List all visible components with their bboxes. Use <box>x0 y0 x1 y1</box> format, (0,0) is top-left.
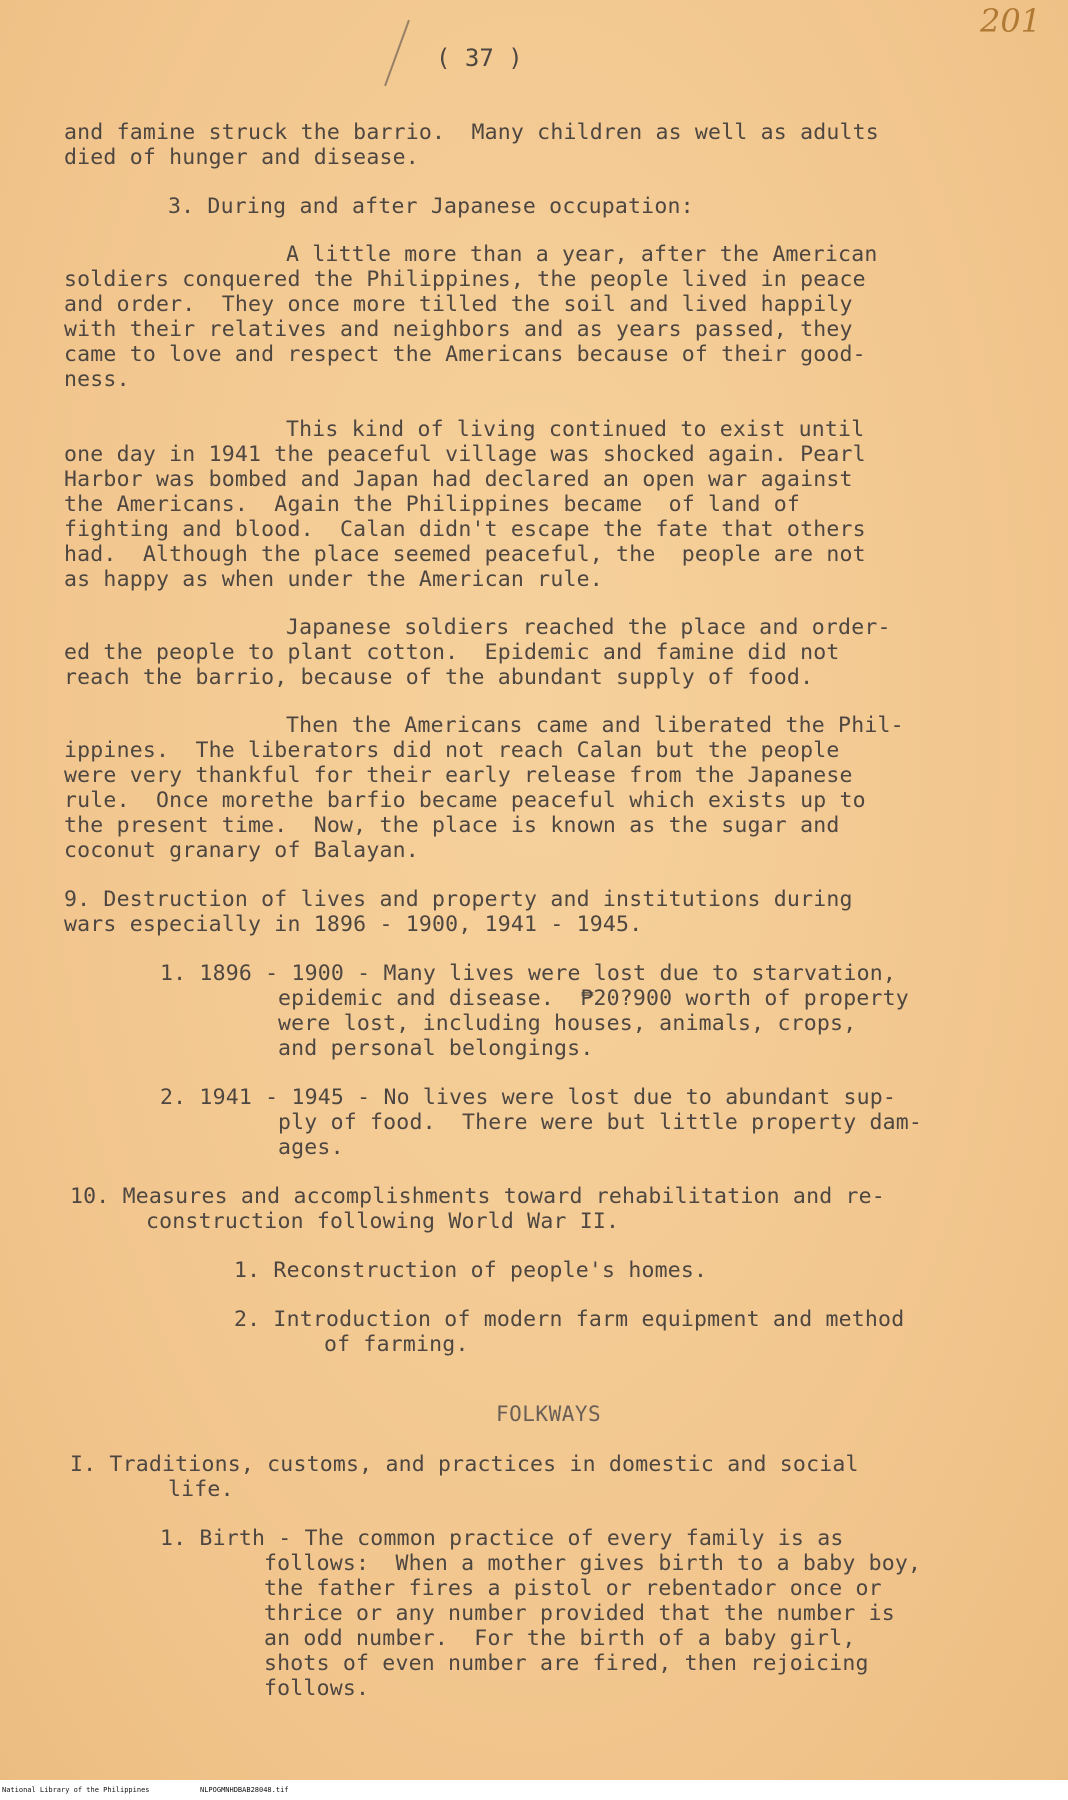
page-number: ( 37 ) <box>436 44 523 72</box>
text-line: epidemic and disease. ₱20?900 worth of property <box>278 986 909 1011</box>
text-line: and famine struck the barrio. Many children as well as adults <box>64 120 879 145</box>
text-line: rule. Once morethe barfio became peaceful which exists up to <box>64 788 866 813</box>
text-line: were very thankful for their early release from the Japanese <box>64 763 853 788</box>
text-line: reach the barrio, because of the abundant supply of food. <box>64 665 814 690</box>
handwritten-page-number: 201 <box>980 2 1042 40</box>
text-line: life. <box>168 1477 234 1502</box>
subsection-heading: 3. During and after Japanese occupation: <box>168 194 694 219</box>
text-line: Japanese soldiers reached the place and order- <box>286 615 891 640</box>
list-item: 2. 1941 - 1945 - No lives were lost due to abundant sup- <box>160 1085 897 1110</box>
text-line: shots of even number are fired, then rejoicing <box>264 1651 869 1676</box>
text-line: ed the people to plant cotton. Epidemic and famine did not <box>64 640 840 665</box>
text-line: fighting and blood. Calan didn't escape the fate that others <box>64 517 866 542</box>
text-line: came to love and respect the Americans because of their good- <box>64 342 866 367</box>
text-line: one day in 1941 the peaceful village was shocked again. Pearl <box>64 442 866 467</box>
list-item: 1. 1896 - 1900 - Many lives were lost due to starvation, <box>160 961 897 986</box>
text-line: follows: When a mother gives birth to a baby boy, <box>264 1551 922 1576</box>
text-line: ippines. The liberators did not reach Calan but the people <box>64 738 840 763</box>
text-line: ply of food. There were but little property dam- <box>278 1110 923 1135</box>
text-line: of farming. <box>324 1332 469 1357</box>
text-line: and order. They once more tilled the soil and lived happily <box>64 292 853 317</box>
section-item-9: 9. Destruction of lives and property and institutions during <box>64 887 853 912</box>
footer-file-id: NLPOGMNHDBAB28048.tif <box>200 1786 289 1794</box>
text-line: the present time. Now, the place is known as the sugar and <box>64 813 840 838</box>
list-item: 1. Reconstruction of people's homes. <box>234 1258 708 1283</box>
text-line: A little more than a year, after the American <box>286 242 878 267</box>
text-line: ages. <box>278 1135 344 1160</box>
pen-mark <box>384 20 410 86</box>
section-item-10: 10. Measures and accomplishments toward rehabilitation and re- <box>70 1184 885 1209</box>
text-line: the Americans. Again the Philippines became of land of <box>64 492 801 517</box>
list-item: 2. Introduction of modern farm equipment and method <box>234 1307 905 1332</box>
text-line: follows. <box>264 1676 370 1701</box>
text-line: Then the Americans came and liberated the Phil- <box>286 713 904 738</box>
text-line: had. Although the place seemed peaceful, the people are not <box>64 542 866 567</box>
list-item: 1. Birth - The common practice of every family is as <box>160 1526 844 1551</box>
text-line: as happy as when under the American rule. <box>64 567 603 592</box>
text-line: were lost, including houses, animals, crops, <box>278 1011 857 1036</box>
text-line: the father fires a pistol or rebentador once or <box>264 1576 882 1601</box>
text-line: with their relatives and neighbors and as years passed, they <box>64 317 853 342</box>
text-line: an odd number. For the birth of a baby girl, <box>264 1626 856 1651</box>
text-line: coconut granary of Balayan. <box>64 838 419 863</box>
text-line: soldiers conquered the Philippines, the people lived in peace <box>64 267 866 292</box>
text-line: ness. <box>64 367 130 392</box>
text-line: construction following World War II. <box>146 1209 620 1234</box>
text-line: Harbor was bombed and Japan had declared an open war against <box>64 467 853 492</box>
footer-library: National Library of the Philippines <box>2 1786 150 1794</box>
text-line: wars especially in 1896 - 1900, 1941 - 1945. <box>64 912 643 937</box>
text-line: This kind of living continued to exist until <box>286 417 865 442</box>
text-line: thrice or any number provided that the number is <box>264 1601 895 1626</box>
text-line: and personal belongings. <box>278 1036 594 1061</box>
text-line: died of hunger and disease. <box>64 145 419 170</box>
scan-footer <box>0 1780 1068 1800</box>
section-heading: FOLKWAYS <box>496 1402 602 1426</box>
section-item-i: I. Traditions, customs, and practices in domestic and social <box>70 1452 859 1477</box>
